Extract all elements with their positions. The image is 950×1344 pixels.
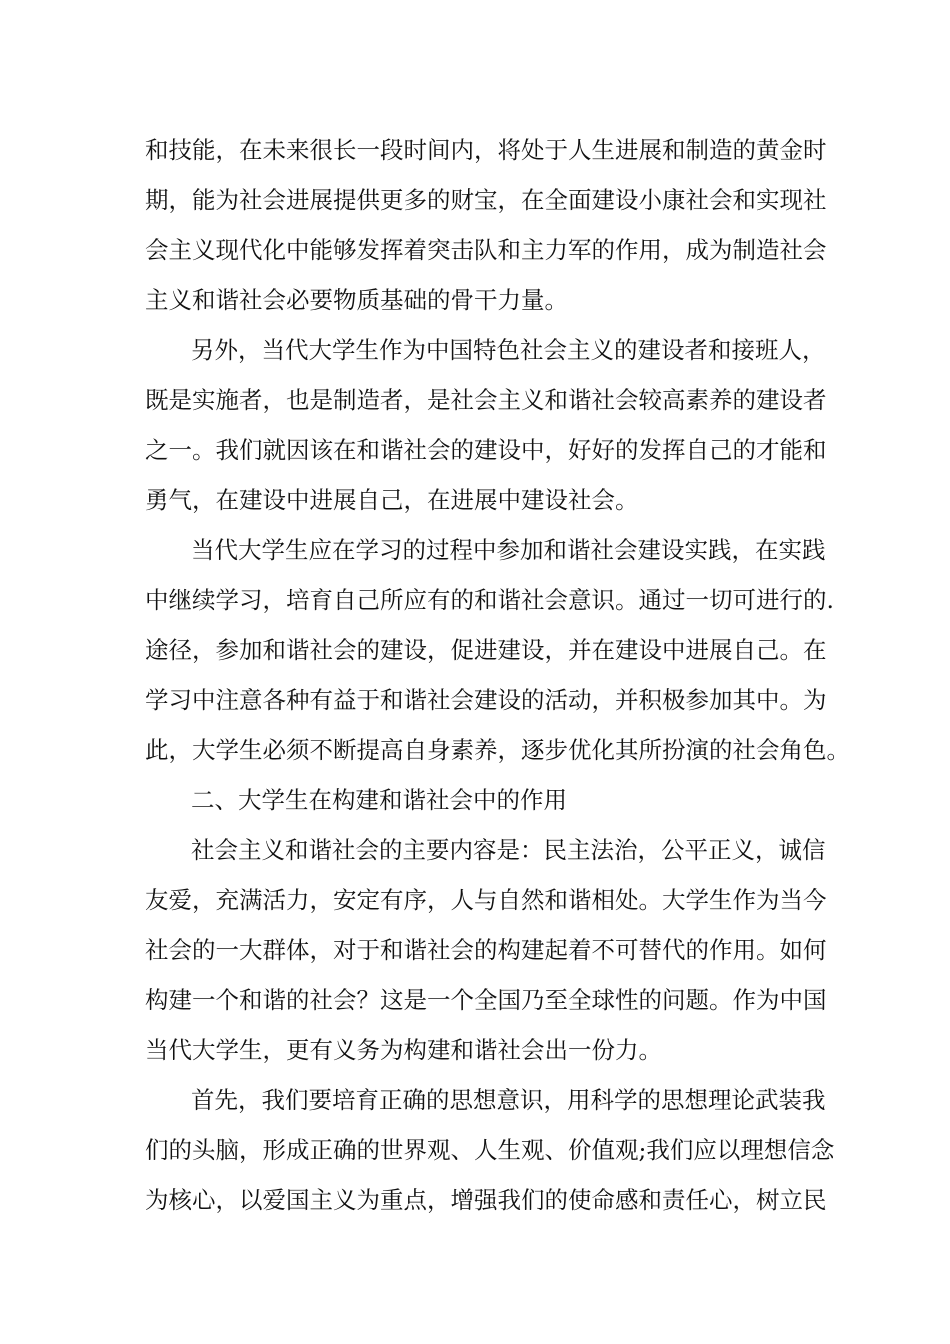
paragraph-first-line: 社会主义和谐社会的主要内容是：民主法治，公平正义，诚信	[191, 836, 826, 864]
text-line: 当代大学生，更有义务为构建和谐社会出一份力。	[145, 1036, 662, 1064]
text-line: 学习中注意各种有益于和谐社会建设的活动，并积极参加其中。为	[145, 686, 827, 714]
text-line: 此，大学生必须不断提高自身素养，逐步优化其所扮演的社会角色。	[145, 736, 850, 764]
text-line: 会主义现代化中能够发挥着突击队和主力军的作用，成为制造社会	[145, 236, 827, 264]
paragraph-first-line: 当代大学生应在学习的过程中参加和谐社会建设实践，在实践	[191, 536, 826, 564]
paragraph-first-line: 另外，当代大学生作为中国特色社会主义的建设者和接班人，	[191, 336, 826, 364]
text-line: 既是实施者，也是制造者，是社会主义和谐社会较高素养的建设者	[145, 386, 827, 414]
text-line: 为核心，以爱国主义为重点，增强我们的使命感和责任心，树立民	[145, 1186, 827, 1214]
text-line: 之一。我们就因该在和谐社会的建设中，好好的发挥自己的才能和	[145, 436, 827, 464]
text-line: 期，能为社会进展提供更多的财宝，在全面建设小康社会和实现社	[145, 186, 827, 214]
text-line: 友爱，充满活力，安定有序，人与自然和谐相处。大学生作为当今	[145, 886, 827, 914]
text-line: 社会的一大群体，对于和谐社会的构建起着不可替代的作用。如何	[145, 936, 827, 964]
text-line: 中继续学习，培育自己所应有的和谐社会意识。通过一切可进行的.	[145, 586, 834, 614]
text-line: 主义和谐社会必要物质基础的骨干力量。	[145, 286, 568, 314]
text-line: 们的头脑，形成正确的世界观、人生观、价值观;我们应以理想信念	[145, 1136, 835, 1164]
text-line: 构建一个和谐的社会？这是一个全国乃至全球性的问题。作为中国	[145, 986, 827, 1014]
text-line: 途径，参加和谐社会的建设，促进建设，并在建设中进展自己。在	[145, 636, 827, 664]
text-line: 勇气，在建设中进展自己，在进展中建设社会。	[145, 486, 639, 514]
text-line: 和技能，在未来很长一段时间内，将处于人生进展和制造的黄金时	[145, 136, 827, 164]
section-heading: 二、大学生在构建和谐社会中的作用	[191, 786, 567, 814]
paragraph-first-line: 首先，我们要培育正确的思想意识，用科学的思想理论武装我	[191, 1086, 826, 1114]
